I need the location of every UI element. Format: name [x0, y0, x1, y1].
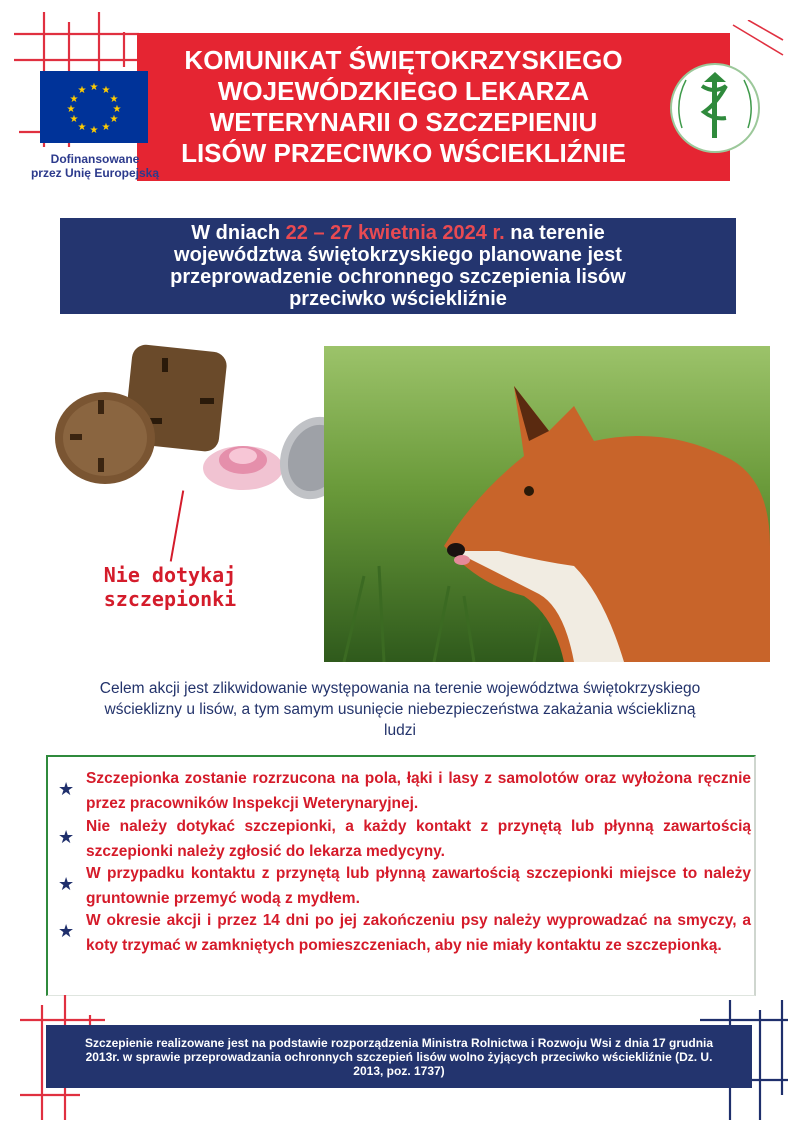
svg-text:★: ★ — [101, 85, 111, 96]
legal-basis-footer — [46, 1025, 752, 1088]
campaign-date-range: 22 – 27 kwietnia 2024 r. — [285, 222, 505, 244]
svg-text:★: ★ — [89, 125, 99, 136]
svg-text:★: ★ — [89, 82, 99, 93]
campaign-goal-text: Celem akcji jest zlikwidowanie występowania na terenie województwa świętokrzyskiego wścieklizny u lisów, a tym samym usunięcie niebezpieczeństwa zakażania wścieklizną ludzi — [99, 680, 701, 739]
campaign-dates-banner — [60, 218, 736, 314]
header-banner — [137, 33, 730, 181]
info-item-pets: W okresie akcji i przez 14 dni po jej zakończeniu psy należy wyprowadzać na smyczy, a koty trzymać w zamkniętych pomieszczeniach, aby nie miały kontaktu ze szczepionką. — [86, 912, 751, 954]
info-item-wash-area: W przypadku kontaktu z przynętą lub płynną zawartością szczepionki miejsce to należy gruntownie przemyć wodą z mydłem. — [86, 865, 751, 907]
info-list — [46, 755, 756, 996]
svg-text:★: ★ — [109, 114, 119, 125]
svg-text:★: ★ — [101, 122, 111, 133]
banner-line3: przeprowadzenie ochronnego szczepienia lisów — [170, 266, 626, 288]
star-bullet-icon: ★ — [58, 827, 75, 847]
svg-text:★: ★ — [69, 94, 79, 105]
svg-text:★: ★ — [77, 122, 87, 133]
banner-line4: przeciwko wściekliźnie — [289, 288, 507, 310]
svg-text:★: ★ — [109, 94, 119, 105]
legal-basis-text: Szczepienie realizowane jest na podstawie rozporządzenia Ministra Rolnictwa i Rozwoju Wsi z dnia 17 grudnia 2013r. w sprawie przeprowadzania ochronnych szczepień lisów wolno żyjących przeciwko wściekliźnie (Dz. U. 2013, poz. 1737) — [84, 1035, 714, 1078]
banner-prefix: W dniach — [191, 222, 286, 244]
fox-photo — [324, 346, 770, 662]
info-item-do-not-touch: Nie należy dotykać szczepionki, a każdy kontakt z przynętą lub płynną zawartością szczepionki należy zgłosić do lekarza medycyny. — [86, 818, 751, 860]
star-bullet-icon: ★ — [58, 921, 75, 941]
svg-text:★: ★ — [69, 114, 79, 125]
banner-line2: województwa świętokrzyskiego planowane jest — [174, 244, 622, 266]
banner-line1-suffix: na terenie — [504, 222, 605, 244]
info-item-aerial-distribution: Szczepionka zostanie rozrzucona na pola, łąki i lasy z samolotów oraz wyłożona ręcznie przez pracowników Inspekcji Weterynaryjnej. — [86, 770, 751, 812]
page-title: KOMUNIKAT ŚWIĘTOKRZYSKIEGO WOJEWÓDZKIEGO LEKARZA WETERYNARII O SZCZEPIENIU LISÓW PRZECIWKO WŚCIEKLIŹNIE — [181, 45, 626, 168]
star-bullet-icon: ★ — [58, 874, 75, 894]
do-not-touch-warning: Nie dotykaj szczepionki — [103, 563, 237, 611]
svg-text:★: ★ — [77, 85, 87, 96]
svg-text:★: ★ — [112, 104, 122, 115]
eu-funding-caption: Dofinansowane przez Unię Europejską — [30, 152, 160, 180]
vaccine-bait-illustration — [50, 338, 360, 508]
eu-flag-logo — [40, 71, 148, 143]
star-bullet-icon: ★ — [58, 779, 75, 799]
svg-text:★: ★ — [66, 104, 76, 115]
veterinary-inspection-logo — [664, 58, 766, 158]
